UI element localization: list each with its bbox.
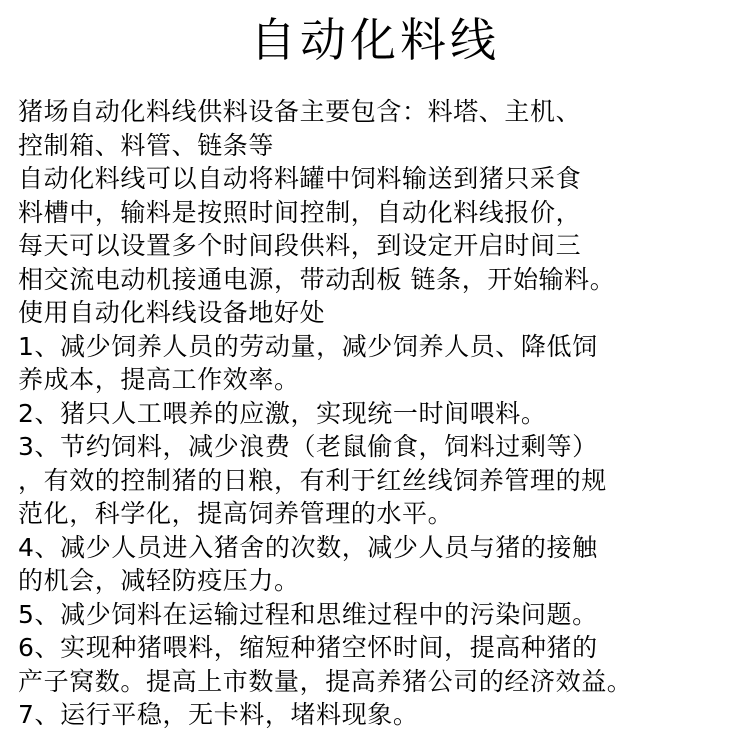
section-heading: 使用自动化料线设备地好处 (18, 298, 326, 327)
list-item-3-cont: ，有效的控制猪的日粮，有利于红丝线饲养管理的规 (18, 465, 607, 495)
text-line: 相交流电动机接通电源，带动刮板 链条，开始输料。 (18, 264, 616, 294)
text-line: 每天可以设置多个时间段供料，到设定开启时间三 (18, 231, 582, 260)
list-item-3: 3、节约饲料，减少浪费（老鼠偷食，饲料过剩等） (18, 432, 598, 461)
list-item-5: 5、减少饲料在运输过程和思维过程中的污染问题。 (18, 599, 598, 629)
list-item-2: 2、猪只人工喂养的应激，实现统一时间喂料。 (18, 398, 547, 428)
list-item-7: 7、运行平稳，无卡料，堵料现象。 (18, 700, 419, 729)
document-title: 自动化料线 (250, 13, 500, 67)
text-line: 自动化料线可以自动将料罐中饲料输送到猪只采食 (18, 164, 582, 193)
list-item-4-cont: 的机会，减轻防疫压力。 (18, 566, 300, 595)
document-body (18, 95, 748, 732)
text-line: 料槽中，输料是按照时间控制，自动化料线报价， (18, 197, 582, 227)
list-item-3-cont: 范化，科学化，提高饲养管理的水平。 (18, 499, 454, 528)
list-item-6: 6、实现种猪喂料，缩短种猪空怀时间，提高种猪的 (18, 633, 598, 662)
text-line: 控制箱、料管、链条等 (18, 130, 275, 160)
text-line: 猪场自动化料线供料设备主要包含：料塔、主机、 (18, 97, 582, 126)
list-item-1: 1、减少饲养人员的劳动量，减少饲养人员、降低饲 (18, 331, 598, 361)
list-item-1-cont: 养成本，提高工作效率。 (18, 365, 300, 394)
list-item-6-cont: 产子窝数。提高上市数量，提高养猪公司的经济效益。 (18, 666, 633, 696)
list-item-4: 4、减少人员进入猪舍的次数，减少人员与猪的接触 (18, 532, 598, 562)
